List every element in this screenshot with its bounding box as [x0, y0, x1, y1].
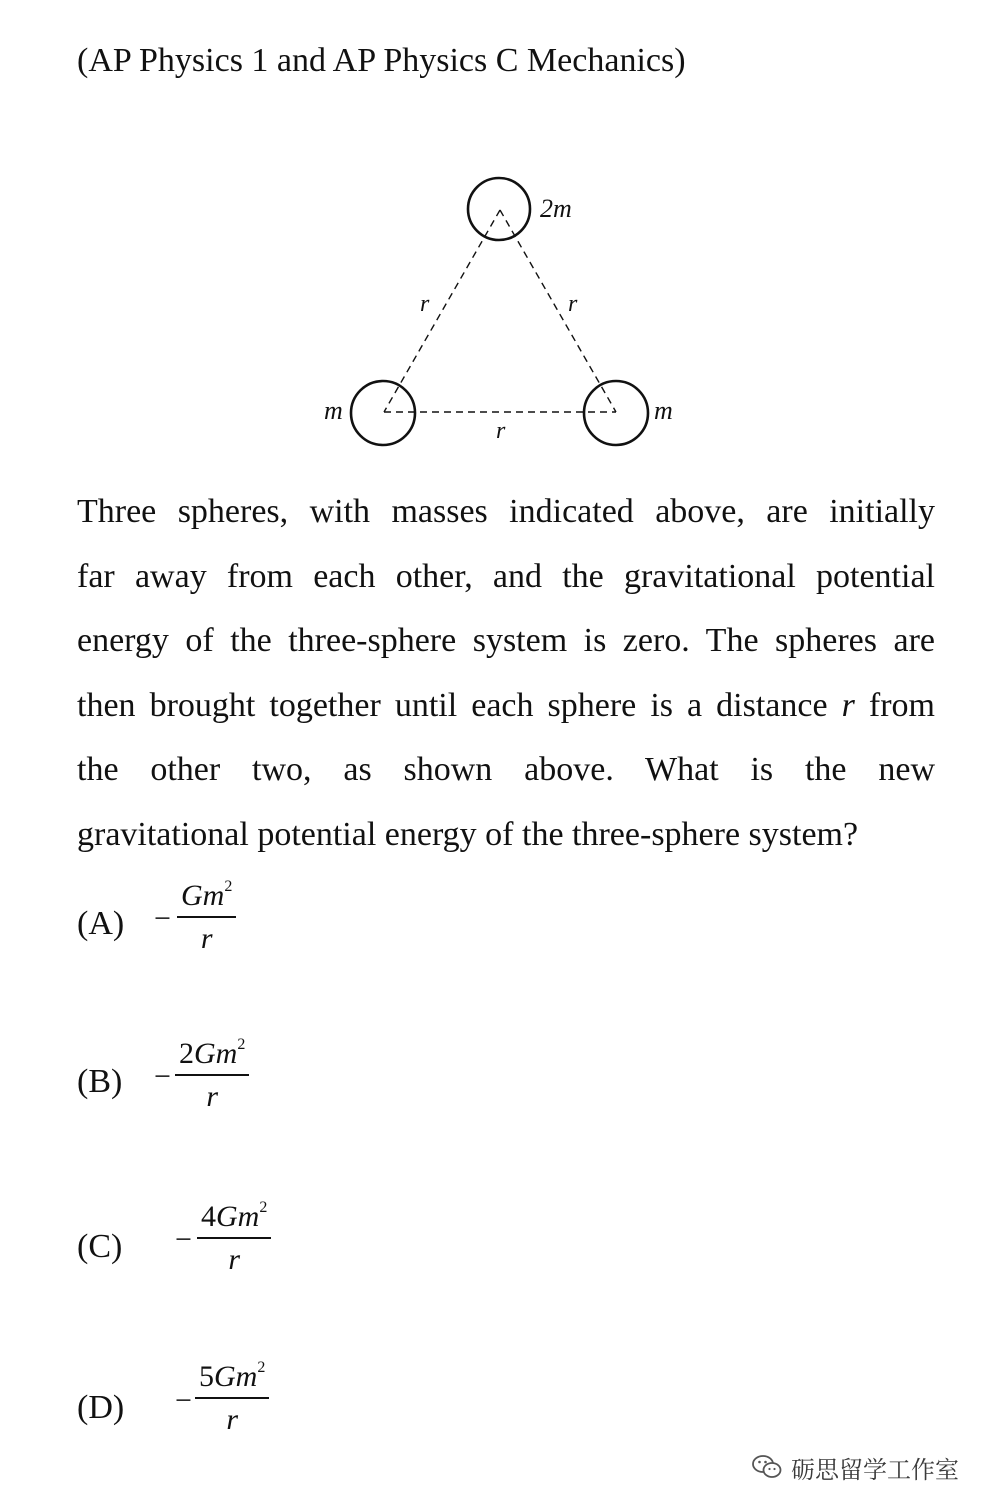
choice-a-label: (A) — [77, 905, 125, 942]
question-line-4 — [77, 674, 935, 739]
choice-a-num-text: Gm — [181, 879, 225, 912]
question-line-6: gravitational potential energy of the three-sphere system? — [77, 815, 859, 853]
left-sphere — [351, 381, 415, 445]
top-mass-label: 2m — [540, 194, 572, 223]
choice-b-numerator — [175, 1036, 249, 1072]
triangle-diagram-svg — [300, 168, 720, 458]
choice-d-fraction — [195, 1359, 269, 1437]
choice-d-numerator — [195, 1359, 269, 1395]
bottom-side-label: r — [496, 418, 506, 444]
choice-c-exponent: 2 — [259, 1199, 268, 1216]
top-sphere — [468, 178, 530, 240]
left-side-label: r — [420, 291, 430, 317]
watermark — [751, 1450, 959, 1484]
choice-b-fraction-bar — [175, 1074, 249, 1076]
choice-a[interactable] — [77, 870, 477, 960]
choice-b-coefficient: 2 — [179, 1037, 194, 1070]
choice-a-numerator — [177, 878, 236, 914]
choice-c-coefficient: 4 — [201, 1200, 216, 1233]
right-side-dashed — [500, 210, 616, 412]
left-mass-label: m — [324, 396, 343, 425]
choice-c-label: (C) — [77, 1228, 123, 1265]
choice-b-exponent: 2 — [237, 1036, 246, 1053]
choice-c-fraction-bar — [197, 1237, 271, 1239]
choice-b-label: (B) — [77, 1063, 123, 1100]
question-line-4-end: from — [854, 686, 935, 724]
header-title: (AP Physics 1 and AP Physics C Mechanics) — [77, 42, 686, 79]
watermark-text: 砺思留学工作室 — [791, 1455, 959, 1484]
choice-a-denominator: r — [200, 922, 213, 955]
choice-a-fraction — [177, 878, 236, 956]
choice-c-denominator: r — [228, 1243, 241, 1276]
choice-b[interactable] — [77, 1032, 477, 1122]
distance-variable: r — [841, 686, 855, 724]
choice-b-fraction — [175, 1036, 249, 1114]
choice-b-denominator: r — [206, 1080, 219, 1113]
right-side-label: r — [568, 291, 578, 317]
three-sphere-diagram — [300, 168, 720, 458]
wechat-icon — [751, 1453, 783, 1481]
question-line-5: the other two, as shown above. What is the new — [77, 751, 935, 788]
right-sphere — [584, 381, 648, 445]
choice-c-minus: − — [175, 1223, 192, 1256]
question-line-2: far away from each other, and the gravitational potential — [77, 557, 935, 595]
choice-a-minus: − — [154, 902, 171, 935]
choice-d-fraction-bar — [195, 1397, 269, 1399]
question-text — [77, 480, 935, 867]
choice-d-num-text: Gm — [214, 1360, 258, 1393]
choice-d-exponent: 2 — [257, 1359, 266, 1376]
choice-a-fraction-bar — [177, 916, 236, 918]
choice-c-numerator — [197, 1199, 271, 1235]
choice-d-coefficient: 5 — [199, 1360, 214, 1393]
right-mass-label: m — [654, 396, 673, 425]
choice-b-num-text: Gm — [194, 1037, 238, 1070]
choice-c[interactable] — [77, 1195, 477, 1285]
question-line-3: energy of the three-sphere system is zero. The spheres are — [77, 622, 935, 659]
choice-d-denominator: r — [226, 1403, 239, 1436]
choice-a-exponent: 2 — [224, 878, 233, 895]
choice-d[interactable] — [77, 1355, 477, 1445]
choice-c-num-text: Gm — [216, 1200, 260, 1233]
choice-d-minus: − — [175, 1384, 192, 1417]
choice-d-label: (D) — [77, 1389, 125, 1426]
left-side-dashed — [384, 210, 500, 412]
choice-b-minus: − — [154, 1060, 171, 1093]
choice-c-fraction — [197, 1199, 271, 1277]
question-line-1: Three spheres, with masses indicated above, are initially — [77, 493, 935, 530]
question-line-4-start: then brought together until each sphere is a distance — [77, 686, 842, 724]
